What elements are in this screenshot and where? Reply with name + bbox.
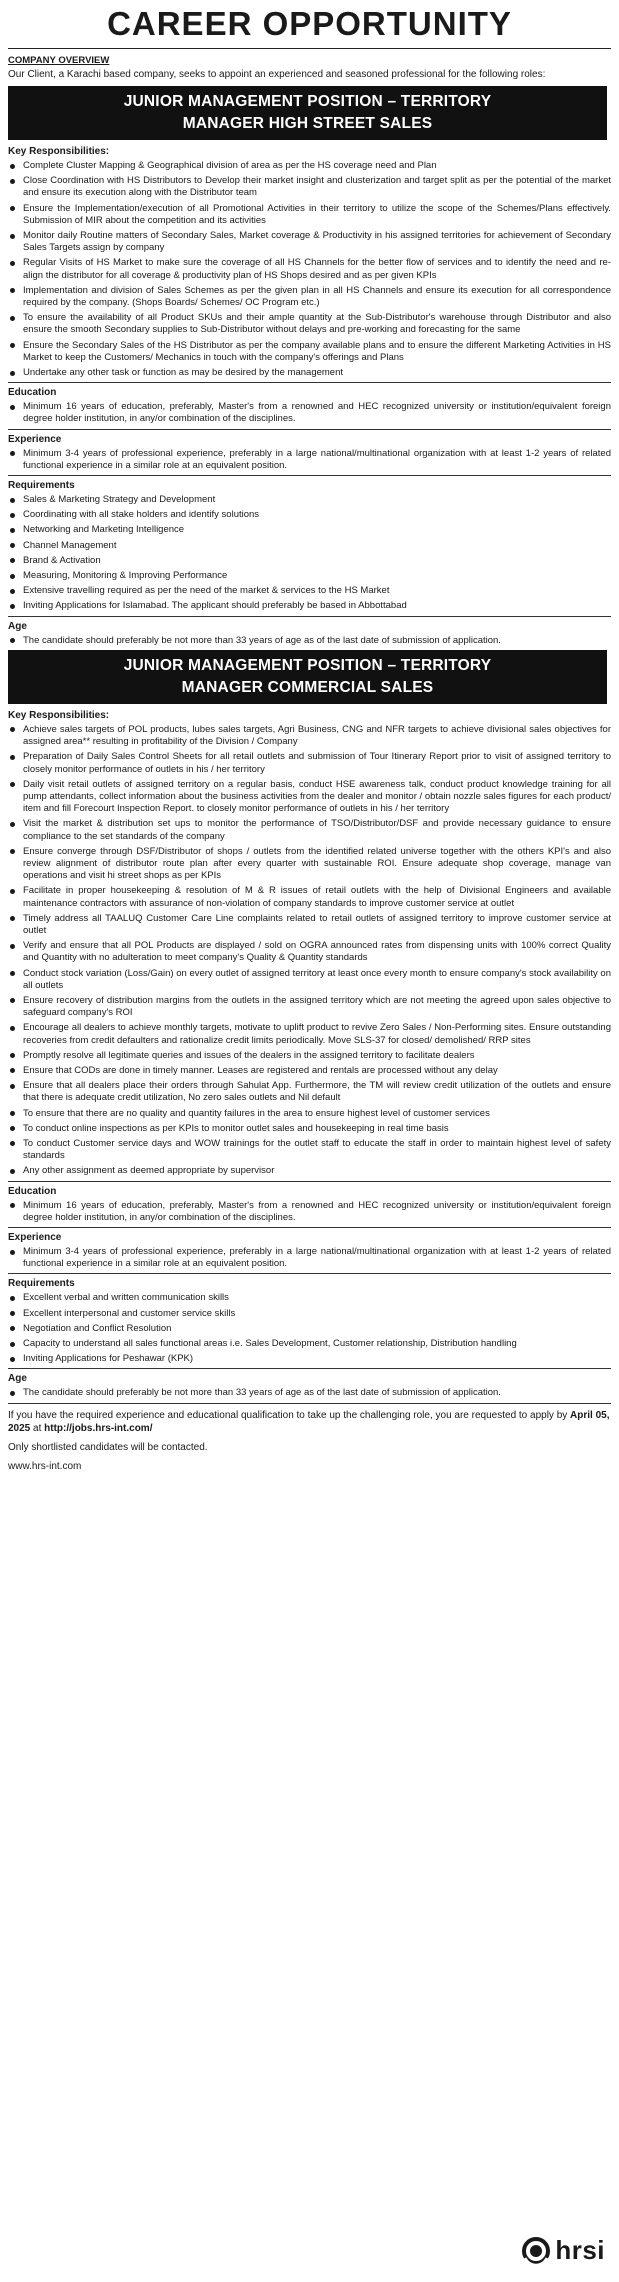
list-item: Minimum 3-4 years of professional experience, preferably in a large national/multinational organization with at least 1-2 years of related functional experience in a similar role at an equivalent position. — [8, 1246, 611, 1270]
website-link[interactable]: www.hrs-int.com — [8, 1460, 82, 1472]
requirements-list — [8, 494, 611, 613]
shortlist-note: Only shortlisted candidates will be contacted. — [8, 1441, 208, 1453]
list-item: To conduct Customer service days and WOW trainings for the outlet staff to educate the staff in order to maintain highest level of safety standards — [8, 1138, 611, 1162]
responsibilities-heading: Key Responsibilities: — [8, 709, 110, 721]
list-item: Ensure that all dealers place their orders through Sahulat App. Furthermore, the TM will review credit utilization of the outlets and ensure that there is adequate credit utilization, No zero sales outlets and Nil default — [8, 1080, 611, 1104]
company-overview-heading: COMPANY OVERVIEW — [8, 55, 110, 66]
list-item: Visit the market & distribution set ups to monitor the performance of TSO/Distributor/DSF and provide necessary guidance to ensure compliance to the set standards of the company — [8, 818, 611, 842]
list-item: Any other assignment as deemed appropriate by supervisor — [8, 1165, 611, 1177]
list-item: Monitor daily Routine matters of Secondary Sales, Market coverage & Productivity in his assigned territories for achievement of Secondary Sales Targets assign by company — [8, 230, 611, 254]
list-item: Measuring, Monitoring & Improving Performance — [8, 570, 611, 582]
job-advertisement — [8, 4, 611, 2274]
responsibilities-list — [8, 160, 611, 379]
list-item: Minimum 16 years of education, preferably, Master's from a renowned and HEC recognized university or institution/equivalent foreign degree holder institution, in any/or combination of the disciplines. — [8, 401, 611, 425]
position-title-line1: JUNIOR MANAGEMENT POSITION – TERRITORY — [123, 656, 492, 674]
list-item: Extensive travelling required as per the need of the market & services to the HS Market — [8, 585, 611, 597]
position-high-street-sales — [8, 86, 611, 647]
list-item: Daily visit retail outlets of assigned territory on a regular basis, conduct HSE awareness talk, conduct product knowledge training for all pump attendants, collect information about the business activities from the dealer and monitor / obtain nozzle sales figures for each product/ item and fill Forecourt Inspection Report. to closely monitor performance of outlets in his / her territory — [8, 779, 611, 816]
responsibilities-section — [8, 706, 611, 1178]
closing-section — [8, 1403, 611, 1473]
position-banner — [8, 650, 607, 704]
list-item: Inviting Applications for Peshawar (KPK) — [8, 1353, 611, 1365]
list-item: Excellent verbal and written communication skills — [8, 1292, 611, 1304]
education-heading: Education — [8, 1185, 57, 1197]
list-item: To ensure the availability of all Product SKUs and their ample quantity at the Sub-Distributor's warehouse through Distributor and also ensure the smooth Secondary supplies to Sub-Distributor without delays and pre-working and forecasting for the same — [8, 312, 611, 336]
position-title-line1: JUNIOR MANAGEMENT POSITION – TERRITORY — [123, 93, 492, 110]
list-item: Sales & Marketing Strategy and Development — [8, 494, 611, 506]
age-heading: Age — [8, 620, 27, 632]
list-item: Minimum 3-4 years of professional experience, preferably in a large national/multinational organization with at least 1-2 years of related functional experience in a similar role at an equivalent position. — [8, 448, 611, 472]
experience-heading: Experience — [8, 1232, 62, 1243]
list-item: The candidate should preferably be not more than 33 years of age as of the last date of submission of application. — [8, 635, 611, 647]
application-deadline: April 05, 2025 — [8, 1409, 610, 1434]
experience-list — [8, 1246, 611, 1270]
list-item: Achieve sales targets of POL products, lubes sales targets, Agri Business, CNG and NFR targets to achieve divisional sales objectives for assigned area** resulting in profitability of the Division / Company — [8, 724, 611, 748]
list-item: Ensure converge through DSF/Distributor of shops / outlets from the identified related universe together with the others KPI's and also review alignment of distributor route plan after every quarter with sustainable ROI. Ensure adequate shop coverage, manage van operations and visit hi street shops as per KPIs — [8, 846, 611, 883]
list-item: Ensure the Secondary Sales of the HS Distributor as per the company available plans and to ensure the different Marketing Activities in HS Market to keep the Customers/ Mechanics in touch with the company's offerings and Plans — [8, 340, 611, 364]
experience-section — [8, 429, 611, 472]
hrsi-logo-icon — [521, 2236, 551, 2266]
instructions-text-middle: at — [30, 1422, 45, 1434]
list-item: Verify and ensure that all POL Products are displayed / sold on OGRA announced rates from dispensing units with 100% correct Quality and Quantity with no adulteration to meet company's Quality & Quantity standards — [8, 940, 611, 964]
list-item: Inviting Applications for Islamabad. The applicant should preferably be based in Abbottabad — [8, 600, 611, 612]
experience-section — [8, 1227, 611, 1270]
responsibilities-heading: Key Responsibilities: — [8, 146, 110, 157]
list-item: Regular Visits of HS Market to make sure the coverage of all HS Channels for the better flow of services and to identify the need and re-align the distributor for all coverage & productivity plan of HS Shops desired and as per given KPIs — [8, 257, 611, 281]
education-section — [8, 382, 611, 425]
list-item: Ensure that CODs are done in timely manner. Leases are registered and rentals are processed without any delay — [8, 1065, 611, 1077]
list-item: Preparation of Daily Sales Control Sheets for all retail outlets and submission of Tour Itinerary Report prior to visit of assigned territory to closely monitor performance of outlets in his / her territory — [8, 751, 611, 775]
age-list — [8, 1387, 611, 1399]
position-title-line2: MANAGER HIGH STREET SALES — [182, 115, 433, 132]
position-title-line2: MANAGER COMMERCIAL SALES — [181, 678, 434, 696]
list-item: Ensure the Implementation/execution of all Promotional Activities in their territory to utilize the scope of the Schemes/Plans effectively. Submission of MIR about the competition and its activities — [8, 203, 611, 227]
list-item: Facilitate in proper housekeeping & resolution of M & R issues of retail outlets with the help of Divisional Engineers and available maintenance contractors with assurance of non-violation of company standards to improve customer service at outlet — [8, 885, 611, 909]
list-item: Channel Management — [8, 540, 611, 552]
list-item: Implementation and division of Sales Schemes as per the given plan in all HS Channels and ensure its execution for all correspondence required by the company. (Shops Boards/ Schemes/ OC Program etc.) — [8, 285, 611, 309]
list-item: Complete Cluster Mapping & Geographical division of area as per the HS coverage need and Plan — [8, 160, 611, 172]
experience-list — [8, 448, 611, 472]
requirements-list — [8, 1292, 611, 1365]
position-commercial-sales — [8, 650, 611, 1400]
list-item: Brand & Activation — [8, 555, 611, 567]
instructions-text-before: If you have the required experience and educational qualification to take up the challenging role, you are requested to apply by — [8, 1409, 571, 1421]
list-item: Coordinating with all stake holders and identify solutions — [8, 509, 611, 521]
age-section — [8, 1368, 611, 1399]
apply-link[interactable]: http://jobs.hrs-int.com/ — [44, 1422, 153, 1434]
list-item: Close Coordination with HS Distributors to Develop their market insight and clusterization and target split as per the potential of the market and ensure its execution along with the Distributor team — [8, 175, 611, 199]
list-item: Timely address all TAALUQ Customer Care Line complaints related to retail outlets of assigned territory to improve customer service at outlet — [8, 913, 611, 937]
list-item: Excellent interpersonal and customer service skills — [8, 1308, 611, 1320]
list-item: Capacity to understand all sales functional areas i.e. Sales Development, Customer relationship, Distribution handling — [8, 1338, 611, 1350]
age-section — [8, 616, 611, 647]
list-item: Networking and Marketing Intelligence — [8, 524, 611, 536]
list-item: Ensure recovery of distribution margins from the outlets in the assigned territory which are not meeting the agreed upon sales objective to safeguard company's ROI — [8, 995, 611, 1019]
list-item: Undertake any other task or function as may be desired by the management — [8, 367, 611, 379]
list-item: The candidate should preferably be not more than 33 years of age as of the last date of submission of application. — [8, 1387, 611, 1399]
education-section — [8, 1181, 611, 1224]
education-list — [8, 1200, 611, 1224]
list-item: Promptly resolve all legitimate queries and issues of the dealers in the assigned territory to facilitate dealers — [8, 1050, 611, 1062]
position-banner — [8, 86, 607, 140]
education-heading: Education — [8, 387, 57, 399]
hrsi-logo — [521, 2235, 605, 2266]
logo-text: hrsi — [555, 2235, 605, 2265]
age-list — [8, 635, 611, 647]
page-title: CAREER OPPORTUNITY — [8, 4, 611, 49]
application-instructions — [8, 1409, 611, 1435]
responsibilities-section — [8, 142, 611, 379]
list-item: To ensure that there are no quality and quantity failures in the area to ensure highest level of customer services — [8, 1108, 611, 1120]
requirements-heading: Requirements — [8, 480, 75, 492]
education-list — [8, 401, 611, 425]
list-item: Conduct stock variation (Loss/Gain) on every outlet of assigned territory at least once every month to ensure company's stock availability on all outlets — [8, 968, 611, 992]
list-item: Encourage all dealers to achieve monthly targets, motivate to uplift product to revive Zero Sales / Non-Performing sites. Ensure outstanding recoveries from credit defaulters and rationalize credit limits periodically. Move SLS-37 for closed/ demolished/ RRP sites — [8, 1022, 611, 1046]
company-overview-text: Our Client, a Karachi based company, seeks to appoint an experienced and seasoned professional for the following roles: — [8, 69, 546, 80]
requirements-section — [8, 475, 611, 613]
list-item: Negotiation and Conflict Resolution — [8, 1323, 611, 1335]
list-item: To conduct online inspections as per KPIs to monitor outlet sales and housekeeping in real time basis — [8, 1123, 611, 1135]
requirements-section — [8, 1273, 611, 1365]
age-heading: Age — [8, 1373, 27, 1385]
experience-heading: Experience — [8, 433, 62, 445]
responsibilities-list — [8, 724, 611, 1178]
requirements-heading: Requirements — [8, 1278, 75, 1290]
list-item: Minimum 16 years of education, preferably, Master's from a renowned and HEC recognized university or institution/equivalent foreign degree holder institution, in any/or combination of the disciplines. — [8, 1200, 611, 1224]
